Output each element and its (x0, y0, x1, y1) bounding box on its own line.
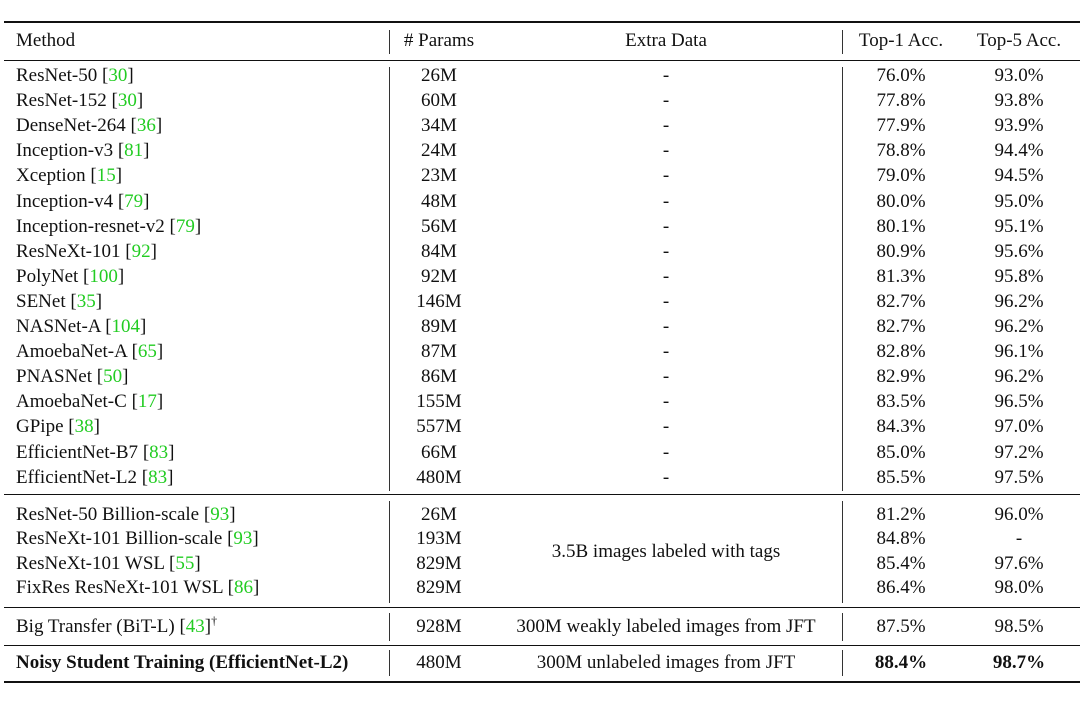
top5-cell: 98.7% (992, 652, 1046, 673)
params-cell: 155M (416, 391, 462, 413)
top5-cell: 93.0% (994, 65, 1044, 86)
top5-cell: 97.0% (994, 416, 1044, 438)
top1-cell: 82.7% (876, 290, 926, 312)
extra-data-cell: - (662, 290, 670, 312)
top5-cell: 93.8% (994, 90, 1044, 112)
extra-data-cell: - (662, 90, 670, 112)
top1-cell: 83.5% (876, 391, 926, 413)
table-rule (4, 681, 1080, 683)
params-cell: 480M (416, 652, 462, 673)
method-cell: ResNet-152 [30] (16, 90, 144, 112)
column-divider (842, 30, 843, 54)
citation-ref: 30 (117, 90, 137, 112)
top5-cell: 94.4% (994, 140, 1044, 162)
top5-cell: 98.5% (994, 616, 1044, 637)
citation-ref: 17 (137, 391, 157, 413)
top5-cell: 96.2% (994, 366, 1044, 388)
top5-cell: 95.1% (994, 215, 1044, 237)
table-rule (4, 494, 1080, 495)
top1-cell: 80.0% (876, 190, 926, 212)
method-cell: ResNeXt-101 Billion-scale [93] (16, 528, 259, 550)
method-name: NASNet-A (16, 316, 101, 337)
top1-cell: 82.9% (876, 366, 926, 388)
params-cell: 26M (421, 65, 457, 86)
top1-cell: 76.0% (876, 65, 926, 86)
top1-cell: 84.8% (876, 528, 926, 550)
header-top5: Top-5 Acc. (976, 30, 1062, 51)
citation-ref: 36 (136, 115, 156, 137)
method-name: DenseNet-264 (16, 115, 126, 137)
method-name: ResNet-50 Billion-scale (16, 504, 200, 525)
top5-cell: 96.1% (994, 341, 1044, 363)
params-cell: 829M (416, 552, 462, 574)
top1-cell: 82.7% (876, 316, 926, 337)
top1-cell: 80.9% (876, 240, 926, 262)
extra-data-cell: 300M weakly labeled images from JFT (516, 616, 816, 637)
method-cell: ResNeXt-101 WSL [55] (16, 552, 201, 574)
method-cell: ResNet-50 Billion-scale [93] (16, 504, 236, 525)
method-cell: EfficientNet-B7 [83] (16, 441, 175, 463)
params-cell: 146M (416, 290, 462, 312)
method-cell: Xception [15] (16, 165, 123, 187)
top1-cell: 81.3% (876, 265, 926, 287)
params-cell: 66M (421, 441, 457, 463)
table-rule (4, 607, 1080, 608)
method-name: PNASNet (16, 366, 93, 388)
top1-cell: 85.4% (876, 552, 926, 574)
top1-cell: 88.4% (874, 652, 928, 673)
table-rule (4, 21, 1080, 23)
method-name: EfficientNet-L2 (16, 466, 137, 488)
method-name: ResNet-152 (16, 90, 107, 112)
top1-cell: 78.8% (876, 140, 926, 162)
citation-ref: 83 (149, 441, 169, 463)
citation-ref: 93 (233, 528, 253, 550)
method-cell: EfficientNet-L2 [83] (16, 466, 174, 488)
params-cell: 24M (421, 140, 457, 162)
citation-ref: 93 (210, 504, 230, 525)
citation-ref: 55 (175, 552, 195, 574)
method-cell: Big Transfer (BiT-L) [43]† (16, 613, 218, 637)
method-cell: DenseNet-264 [36] (16, 115, 163, 137)
top5-cell: 93.9% (994, 115, 1044, 137)
top1-cell: 86.4% (876, 576, 926, 598)
method-name: ResNeXt-101 WSL (16, 552, 165, 574)
citation-ref: 15 (96, 165, 116, 187)
method-cell: AmoebaNet-C [17] (16, 391, 164, 413)
header-extra-data: Extra Data (625, 30, 707, 51)
extra-data-cell: - (662, 316, 670, 337)
citation-ref: 65 (137, 341, 157, 363)
citation-ref: 81 (124, 140, 144, 162)
params-cell: 89M (421, 316, 457, 337)
top5-cell: 97.5% (994, 466, 1044, 488)
extra-data-cell: - (662, 215, 670, 237)
citation-ref: 79 (175, 215, 195, 237)
params-cell: 26M (421, 504, 457, 525)
dagger-mark: † (211, 613, 218, 628)
method-name: SENet (16, 290, 66, 312)
method-name: EfficientNet-B7 (16, 441, 139, 463)
params-cell: 60M (421, 90, 457, 112)
top1-cell: 87.5% (876, 616, 926, 637)
column-divider (842, 67, 843, 491)
citation-ref: 79 (124, 190, 144, 212)
citation-ref: 92 (131, 240, 151, 262)
method-cell: Inception-v3 [81] (16, 140, 150, 162)
top1-cell: 85.5% (876, 466, 926, 488)
extra-data-cell: - (662, 190, 670, 212)
method-name: Inception-v4 (16, 190, 114, 212)
method-name: FixRes ResNeXt-101 WSL (16, 576, 223, 598)
params-cell: 34M (421, 115, 457, 137)
header-params: # Params (403, 30, 475, 51)
top5-cell: 97.2% (994, 441, 1044, 463)
header-top1: Top-1 Acc. (858, 30, 944, 51)
citation-ref: 100 (89, 265, 118, 287)
params-cell: 23M (421, 165, 457, 187)
method-cell: NASNet-A [104] (16, 316, 147, 337)
citation-ref: 30 (108, 65, 128, 86)
params-cell: 92M (421, 265, 457, 287)
citation-ref: 35 (76, 290, 96, 312)
method-cell: PolyNet [100] (16, 265, 125, 287)
params-cell: 928M (416, 616, 462, 637)
method-name: GPipe (16, 416, 64, 438)
method-cell: FixRes ResNeXt-101 WSL [86] (16, 576, 260, 598)
params-cell: 48M (421, 190, 457, 212)
extra-data-cell: - (662, 240, 670, 262)
method-cell: ResNet-50 [30] (16, 65, 134, 86)
citation-ref: 50 (103, 366, 123, 388)
method-name: AmoebaNet-C (16, 391, 127, 413)
method-name: Xception (16, 165, 86, 187)
params-cell: 480M (416, 466, 462, 488)
method-name: PolyNet (16, 265, 79, 287)
extra-data-cell: - (662, 165, 670, 187)
params-cell: 86M (421, 366, 457, 388)
method-cell: PNASNet [50] (16, 366, 129, 388)
method-cell: SENet [35] (16, 290, 103, 312)
params-cell: 557M (416, 416, 462, 438)
method-name: ResNeXt-101 (16, 240, 121, 262)
top1-cell: 82.8% (876, 341, 926, 363)
top1-cell: 79.0% (876, 165, 926, 187)
method-name: Inception-resnet-v2 (16, 215, 165, 237)
top5-cell: 95.6% (994, 240, 1044, 262)
extra-data-group-cell: 3.5B images labeled with tags (551, 541, 781, 562)
method-cell: GPipe [38] (16, 416, 100, 438)
method-name: AmoebaNet-A (16, 341, 127, 363)
column-divider (842, 650, 843, 676)
extra-data-cell: 300M unlabeled images from JFT (536, 652, 796, 673)
extra-data-cell: - (662, 140, 670, 162)
extra-data-cell: - (662, 391, 670, 413)
top5-cell: 94.5% (994, 165, 1044, 187)
table-rule (4, 60, 1080, 61)
top5-cell: 98.0% (994, 576, 1044, 598)
extra-data-cell: - (662, 115, 670, 137)
top1-cell: 84.3% (876, 416, 926, 438)
top5-cell: 96.2% (994, 290, 1044, 312)
citation-ref: 38 (74, 416, 94, 438)
table-rule (4, 645, 1080, 646)
column-divider (842, 501, 843, 603)
column-divider (842, 613, 843, 641)
extra-data-cell: - (662, 416, 670, 438)
params-cell: 87M (421, 341, 457, 363)
method-name: Big Transfer (BiT-L) (16, 616, 175, 637)
method-cell: AmoebaNet-A [65] (16, 341, 164, 363)
params-cell: 56M (421, 215, 457, 237)
top5-cell: 97.6% (994, 552, 1044, 574)
extra-data-cell: - (662, 265, 670, 287)
params-cell: 829M (416, 576, 462, 598)
extra-data-cell: - (662, 341, 670, 363)
citation-ref: 83 (148, 466, 168, 488)
top1-cell: 80.1% (876, 215, 926, 237)
method-cell: Inception-v4 [79] (16, 190, 150, 212)
method-name: Noisy Student Training (EfficientNet-L2) (16, 652, 349, 673)
citation-ref: 104 (111, 316, 141, 337)
params-cell: 84M (421, 240, 457, 262)
header-method: Method (16, 30, 76, 51)
top1-cell: 81.2% (876, 504, 926, 525)
extra-data-cell: - (662, 466, 670, 488)
top5-cell: 96.2% (994, 316, 1044, 337)
top5-cell: - (1015, 528, 1023, 550)
top5-cell: 96.5% (994, 391, 1044, 413)
method-name: Inception-v3 (16, 140, 114, 162)
top1-cell: 85.0% (876, 441, 926, 463)
method-cell (16, 651, 348, 675)
top5-cell: 95.0% (994, 190, 1044, 212)
top5-cell: 96.0% (994, 504, 1044, 525)
extra-data-cell: - (662, 65, 670, 86)
top1-cell: 77.9% (876, 115, 926, 137)
method-name: ResNet-50 (16, 65, 98, 86)
method-name: ResNeXt-101 Billion-scale (16, 528, 223, 550)
extra-data-cell: - (662, 366, 670, 388)
method-cell: Inception-resnet-v2 [79] (16, 215, 202, 237)
top5-cell: 95.8% (994, 265, 1044, 287)
citation-ref: 86 (233, 576, 253, 598)
citation-ref: 43 (185, 616, 205, 637)
extra-data-cell: - (662, 441, 670, 463)
top1-cell: 77.8% (876, 90, 926, 112)
params-cell: 193M (416, 528, 462, 550)
method-cell: ResNeXt-101 [92] (16, 240, 157, 262)
